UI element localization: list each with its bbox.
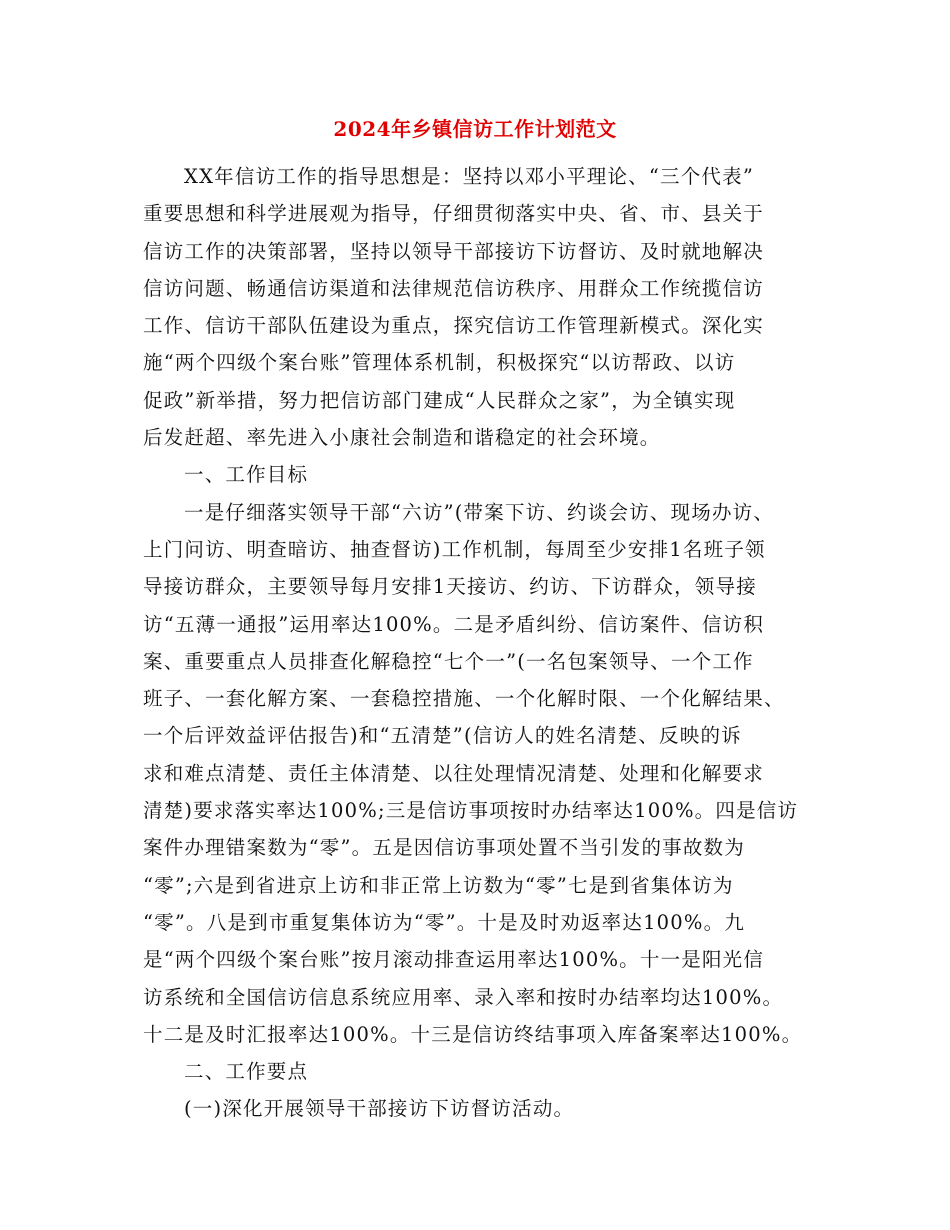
text-line: XX年信访工作的指导思想是：坚持以邓小平理论、“三个代表” — [184, 165, 755, 188]
text-line: 访“五薄一通报”运用率达100%。二是矛盾纠纷、信访案件、信访积 — [143, 612, 765, 636]
text-line: 信访工作的决策部署，坚持以领导干部接访下访督访、及时就地解决 — [143, 239, 765, 263]
text-line: 一个后评效益评估报告)和“五清楚”(信访人的姓名清楚、反映的诉 — [143, 724, 742, 748]
document-body — [143, 158, 808, 1128]
text-line: 是“两个四级个案台账”按月滚动排查运用率达100%。十一是阳光信 — [143, 948, 765, 972]
text-line: 工作、信访干部队伍建设为重点，探究信访工作管理新模式。深化实 — [143, 314, 765, 338]
text-line: 一是仔细落实领导干部“六访”(带案下访、约谈会访、现场办访、 — [184, 500, 775, 524]
text-line: 导接访群众，主要领导每月安排1天接访、约访、下访群众，领导接 — [143, 575, 757, 599]
text-line: “零”;六是到省进京上访和非正常上访数为“零”七是到省集体访为 — [143, 873, 734, 897]
text-line: 一、工作目标 — [184, 463, 309, 487]
text-line: 班子、一套化解方案、一套稳控措施、一个化解时限、一个化解结果、 — [143, 687, 785, 711]
text-line: 促政”新举措，努力把信访部门建成“人民群众之家”，为全镇实现 — [143, 388, 736, 412]
text-line: 二、工作要点 — [184, 1060, 309, 1084]
text-line: 案、重要重点人员排查化解稳控“七个一”(一名包案领导、一个工作 — [143, 649, 754, 673]
text-line: 十二是及时汇报率达100%。十三是信访终结事项入库备案率达100%。 — [143, 1022, 803, 1046]
text-line: 重要思想和科学进展观为指导，仔细贯彻落实中央、省、市、县关于 — [143, 202, 765, 226]
text-line: 上门问访、明查暗访、抽查督访)工作机制，每周至少安排1名班子领 — [143, 537, 766, 561]
text-line: 清楚)要求落实率达100%;三是信访事项按时办结率达100%。四是信访 — [143, 799, 799, 823]
text-line: 后发赶超、率先进入小康社会制造和谐稳定的社会环境。 — [143, 426, 661, 450]
text-line: 求和难点清楚、责任主体清楚、以往处理情况清楚、处理和化解要求 — [143, 761, 765, 785]
text-line: 案件办理错案数为“零”。五是因信访事项处置不当引发的事故数为 — [143, 836, 745, 860]
text-line: 施“两个四级个案台账”管理体系机制，积极探究“以访帮政、以访 — [143, 351, 736, 375]
document-title: 2024年乡镇信访工作计划范文 — [333, 117, 617, 141]
text-line: 访系统和全国信访信息系统应用率、录入率和按时办结率均达100%。 — [143, 985, 784, 1009]
text-line: (一)深化开展领导干部接访下访督访活动。 — [184, 1097, 575, 1121]
text-line: “零”。八是到市重复集体访为“零”。十是及时劝返率达100%。九 — [143, 910, 746, 934]
text-line: 信访问题、畅通信访渠道和法律规范信访秩序、用群众工作统揽信访 — [143, 276, 765, 300]
